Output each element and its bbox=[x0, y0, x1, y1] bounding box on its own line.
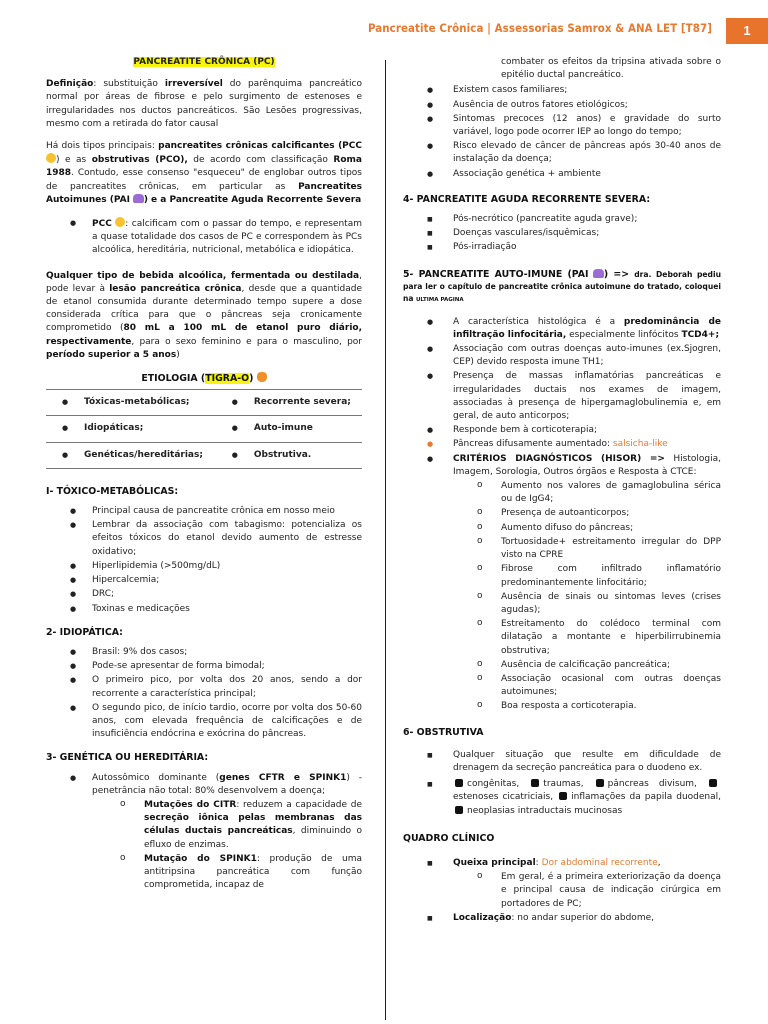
types-t2: ) e as bbox=[56, 155, 92, 166]
section-4-list bbox=[403, 213, 721, 255]
square-bullet-icon bbox=[559, 792, 567, 800]
s3-t2: ) - penetrância não total: 80% desenvolvem a doença; bbox=[92, 772, 362, 796]
list-item: ● Risco elevado de câncer de pâncreas após 30-40 anos de instalação da doença; bbox=[403, 140, 721, 166]
sub-list-item: o Fibrose com infiltrado inflamatório predominantemente linfocitário; bbox=[403, 563, 721, 589]
alc-b3: 80 mL a 100 mL de etanol puro diário, respectivamente bbox=[46, 323, 363, 347]
section-6-title: 6- OBSTRUTIVA bbox=[403, 726, 484, 738]
table-row bbox=[46, 390, 362, 416]
sub-list-item: o Aumento difuso do pâncreas; bbox=[403, 522, 721, 535]
list-item: ● Principal causa de pancreatite crônica em nosso meio bbox=[46, 505, 362, 518]
list-item: ● Lembrar da associação com tabagismo: potencializa os efeitos tóxicos do etanol devido aumento de estresse oxidativo; bbox=[46, 519, 362, 559]
s5-i1-b: predominância de infiltração linfocitária, bbox=[453, 316, 721, 340]
etio-cell: Obstrutiva. bbox=[253, 449, 312, 460]
continued-text: combater os efeitos da tripsina ativada sobre o epitélio ductal pancreático. bbox=[501, 57, 721, 81]
section-1-title: I- TÓXICO-METABÓLICAS: bbox=[46, 485, 179, 497]
pcc-list bbox=[46, 217, 362, 258]
alc-b1: Qualquer tipo de bebida alcoólica, fermentada ou destilada bbox=[46, 270, 360, 281]
etiology-table bbox=[46, 389, 362, 469]
smile-emoji-icon bbox=[115, 217, 125, 227]
section-2-title: 2- IDIOPÁTICA: bbox=[46, 626, 123, 638]
s3-sub1-t2: , diminuindo o efluxo de enzimas. bbox=[144, 826, 362, 850]
obstructive-cause: traumas, bbox=[543, 779, 584, 790]
clinical-title: QUADRO CLÍNICO bbox=[403, 832, 495, 844]
etio-highlight: TIGRA-O bbox=[205, 373, 250, 385]
list-item bbox=[403, 857, 721, 870]
etio-cell: Auto-imune bbox=[253, 423, 313, 434]
etio-cell: Genéticas/hereditárias; bbox=[84, 449, 203, 460]
square-bullet-icon bbox=[455, 806, 463, 814]
list-item: ● Associação com outras doenças auto-imunes (ex.Sjogren, CEP) devido resposta imune TH1; bbox=[403, 343, 721, 369]
types-t1: Há dois tipos principais: bbox=[46, 141, 159, 152]
list-item: ● Responde bem à corticoterapia; bbox=[403, 424, 721, 437]
etio-cell: Idiopáticas; bbox=[84, 423, 144, 434]
sub-list-item: o Ausência de sinais ou sintomas leves (crises agudas); bbox=[403, 591, 721, 617]
s5-title2: ) => bbox=[603, 268, 635, 280]
s5-title: 5- PANCREATITE AUTO-IMUNE (PAI bbox=[403, 268, 589, 280]
square-bullet-icon bbox=[709, 779, 717, 787]
table-cell: ● Tóxicas-metabólicas; bbox=[46, 390, 216, 416]
section-5-title bbox=[403, 269, 721, 306]
s5-crit-t: Histologia, Imagem, Sorologia, Outros órgãos e Resposta à CTCE: bbox=[453, 453, 721, 477]
alc-t4: ) bbox=[176, 349, 180, 360]
alcohol-paragraph bbox=[46, 270, 362, 362]
etiology-title bbox=[46, 372, 362, 385]
list-item bbox=[403, 453, 721, 479]
section-2-list bbox=[46, 646, 362, 741]
types-b1: pancreatites crônicas calcificantes (PCC bbox=[158, 141, 362, 152]
def-text-1: : substituição bbox=[93, 79, 165, 90]
people-emoji-icon bbox=[593, 269, 604, 278]
list-item bbox=[403, 438, 721, 451]
section-3-list bbox=[46, 772, 362, 893]
s3-sub2-b: Mutação do SPINK1 bbox=[144, 853, 257, 864]
section-1-list bbox=[46, 505, 362, 616]
list-item: ■ Pós-irradiação bbox=[403, 241, 721, 254]
clinical-list bbox=[403, 857, 721, 925]
qc-b2: Localização bbox=[453, 912, 512, 923]
qc-o1: Dor abdominal recorrente bbox=[541, 857, 658, 868]
square-bullet-icon bbox=[531, 779, 539, 787]
table-cell: ● Genéticas/hereditárias; bbox=[46, 442, 216, 468]
etio-close: ) bbox=[249, 373, 254, 385]
definition-paragraph bbox=[46, 78, 362, 131]
header-title: Pancreatite Crônica | Assessorias Samrox & ANA LET [T87] bbox=[367, 21, 712, 35]
alc-t2: , desde que a quantidade de etanol consumida durante determinado tempo supere a dose considerada crítica para que o pâncreas seja cronicamente comprometido ( bbox=[46, 283, 362, 334]
people-emoji-icon bbox=[133, 194, 144, 203]
types-b2: obstrutivas (PCO), bbox=[91, 155, 188, 166]
s3-b1: genes CFTR e SPINK1 bbox=[219, 772, 347, 783]
qc-t1b: , bbox=[657, 857, 661, 868]
pcc-text: : calcificam com o passar do tempo, e representam a quase totalidade dos casos de PC e correspondem às PCs alcoólica, hereditária, nutricional, metabólica e idiopática. bbox=[92, 219, 362, 256]
obstructive-cause: neoplasias intraductais mucinosas bbox=[467, 805, 623, 816]
s5-saus-t: Pâncreas difusamente aumentado: bbox=[453, 439, 613, 450]
sub-list-item: o Presença de autoanticorpos; bbox=[403, 507, 721, 520]
qc-b1: Queixa principal bbox=[453, 857, 536, 868]
section-6-list bbox=[403, 749, 721, 818]
section-5-list bbox=[403, 316, 721, 714]
obstructive-cause: pâncreas divisum, bbox=[607, 779, 697, 790]
list-item: ■ Pós-necrótico (pancreatite aguda grave); bbox=[403, 213, 721, 226]
types-b5: ) e a Pancreatite Aguda Recorrente Severa bbox=[143, 194, 362, 205]
list-item: ● O segundo pico, de início tardio, ocorre por volta dos 50-60 anos, com elevada frequência de calcificações e de insuficiência endócrina e exócrina do pâncreas. bbox=[46, 702, 362, 742]
list-item bbox=[46, 772, 362, 798]
list-item: ● Presença de massas inflamatórias pancreáticas e irregularidades ductais nos exames de imagem, associadas à presença de hipergamaglobulinemia e, em geral, de auto anticorpos; bbox=[403, 370, 721, 423]
list-item bbox=[403, 912, 721, 925]
page-number: 1 bbox=[726, 18, 768, 44]
obstructive-cause: congênitas, bbox=[467, 779, 520, 790]
list-item: ● O primeiro pico, por volta dos 20 anos, sendo a dor recorrente a característica principal; bbox=[46, 674, 362, 700]
right-column bbox=[403, 56, 721, 931]
s3-sub2-t: : produção de uma antitripsina pancreática com função comprometida, incapaz de bbox=[144, 853, 363, 891]
s5-crit-b: CRITÉRIOS DIAGNÓSTICOS (HISOR) => bbox=[453, 453, 665, 464]
sub-list-item: o Associação ocasional com outras doenças autoimunes; bbox=[403, 673, 721, 699]
s3-sub1-t1: : reduzem a capacidade de bbox=[236, 799, 362, 810]
list-item bbox=[46, 217, 362, 258]
tiger-emoji-icon bbox=[257, 372, 267, 382]
sub-list-item: o Ausência de calcificação pancreática; bbox=[403, 659, 721, 672]
alc-t3: , para o sexo feminino e para o masculino, por bbox=[131, 336, 362, 347]
types-b4: Pancreatites Autoimunes (PAI bbox=[46, 181, 362, 205]
def-text-2: do parênquima pancreático normal por áreas de fibrose e pelo surgimento de estenoses e irregularidades nos ductos pancreáticos. São Lesões progressivas, mesmo com a retirada do fator causal bbox=[46, 79, 362, 129]
list-item: ● Pode-se apresentar de forma bimodal; bbox=[46, 660, 362, 673]
list-item: ● Sintomas precoces (12 anos) e gravidade do surto variável, logo pode ocorrer IEP ao longo do tempo; bbox=[403, 113, 721, 139]
list-item: ● DRC; bbox=[46, 588, 362, 601]
etio-cell: Tóxicas-metabólicas; bbox=[84, 397, 190, 408]
alc-t1: , pode levar à bbox=[46, 270, 362, 294]
sub-list-item bbox=[46, 853, 362, 893]
list-item: ● Ausência de outros fatores etiológicos; bbox=[403, 99, 721, 112]
list-item: ● Associação genética + ambiente bbox=[403, 168, 721, 181]
s3-t1: Autossômico dominante ( bbox=[92, 772, 220, 783]
sub-list-item: o Boa resposta a corticoterapia. bbox=[403, 700, 721, 713]
main-title-row bbox=[46, 56, 362, 69]
etio-cell: Recorrente severa; bbox=[253, 397, 351, 408]
types-paragraph bbox=[46, 140, 362, 207]
list-item: ● Hiperlipidemia (>500mg/dL) bbox=[46, 560, 362, 573]
page-header bbox=[0, 18, 768, 44]
square-bullet-icon bbox=[455, 779, 463, 787]
list-item: ■ Doenças vasculares/isquêmicas; bbox=[403, 227, 721, 240]
table-cell: ● Idiopáticas; bbox=[46, 416, 216, 442]
list-item bbox=[403, 316, 721, 342]
main-title: PANCREATITE CRÔNICA (PC) bbox=[133, 57, 275, 67]
s5-i1-b2: TCD4+; bbox=[681, 329, 720, 340]
list-item: ● Toxinas e medicações bbox=[46, 603, 362, 616]
qc-t2: : no andar superior do abdome, bbox=[511, 912, 654, 923]
s5-i1-t2: especialmente linfócitos bbox=[566, 329, 682, 340]
alc-b2: lesão pancreática crônica bbox=[109, 283, 242, 294]
s5-i1-t: A característica histológica é a bbox=[453, 316, 624, 327]
sub-list-item: o Estreitamento do colédoco terminal com dilatação a montante e hiperbilirrubinemia obstrutiva; bbox=[403, 618, 721, 658]
table-cell: ● Auto-imune bbox=[216, 416, 362, 442]
list-item: ● Existem casos familiares; bbox=[403, 84, 721, 97]
table-row bbox=[46, 442, 362, 468]
list-item bbox=[403, 778, 721, 818]
table-row bbox=[46, 416, 362, 442]
pcc-label: PCC bbox=[92, 219, 112, 230]
def-label: Definição bbox=[46, 79, 94, 90]
genetic-continued-list bbox=[403, 84, 721, 180]
section-3-title: 3- GENÉTICA OU HEREDITÁRIA: bbox=[46, 752, 209, 764]
list-item: ● Hipercalcemia; bbox=[46, 574, 362, 587]
s5-note: dra. Deborah pediu para ler o capítulo de pancreatite crônica autoimune do tratado, coloquei na bbox=[403, 269, 721, 303]
column-divider bbox=[385, 60, 386, 1020]
alc-b4: período superior a 5 anos bbox=[46, 349, 177, 360]
types-t3: de acordo com classificação bbox=[187, 155, 334, 166]
sub-list-item: o Em geral, é a primeira exteriorização da doença e principal causa de indicação cirúrgica em portadores de PC; bbox=[403, 871, 721, 911]
smile-emoji-icon bbox=[46, 153, 56, 163]
etio-title-text: ETIOLOGIA ( bbox=[141, 373, 206, 385]
sub-list-item: o Tortuosidade+ estreitamento irregular do DPP visto na CPRE bbox=[403, 536, 721, 562]
s3-sub1-b2: secreção iônica pelas membranas das células ductais pancreáticas bbox=[144, 813, 362, 837]
sub-list-item: o Aumento nos valores de gamaglobulina sérica ou de IgG4; bbox=[403, 480, 721, 506]
square-bullet-icon bbox=[596, 779, 604, 787]
obstructive-cause: estenoses cicatriciais, bbox=[453, 792, 554, 803]
sub-list-item bbox=[46, 799, 362, 852]
def-bold: irreversível bbox=[164, 79, 223, 90]
s5-note-small: ULTIMA PAGINA bbox=[415, 296, 464, 303]
obstructive-cause: inflamações da papila duodenal, bbox=[571, 792, 722, 803]
list-item: ■ Qualquer situação que resulte em dificuldade de drenagem da secreção pancreática para o duodeno ex. bbox=[403, 749, 721, 775]
table-cell: ● Obstrutiva. bbox=[216, 442, 362, 468]
s5-saus-o: salsicha-like bbox=[612, 439, 668, 450]
qc-t1: : bbox=[535, 857, 542, 868]
types-b3: Roma 1988 bbox=[46, 155, 362, 179]
types-t4: . Contudo, esse consenso "esqueceu" de englobar outros tipos de pancreatites crônicas, em particular as bbox=[46, 168, 362, 192]
table-cell: ● Recorrente severa; bbox=[216, 390, 362, 416]
s3-sub1-b: Mutações do CITR bbox=[144, 799, 237, 810]
left-column bbox=[46, 56, 362, 898]
list-item: ● Brasil: 9% dos casos; bbox=[46, 646, 362, 659]
section-4-title: 4- PANCREATITE AGUDA RECORRENTE SEVERA: bbox=[403, 193, 651, 205]
